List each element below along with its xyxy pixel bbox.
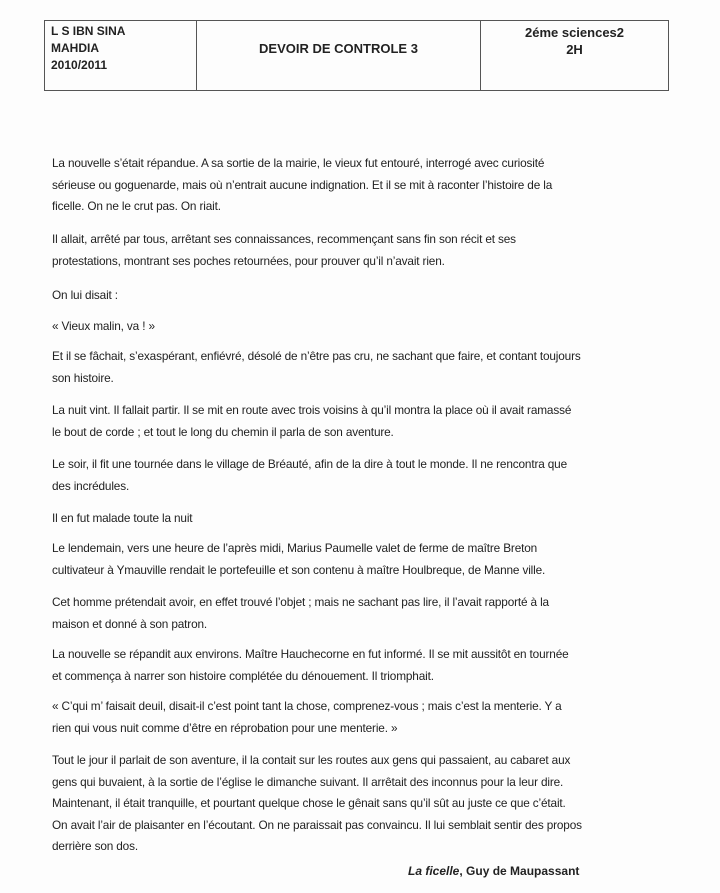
paragraph [52, 229, 516, 272]
paragraph [52, 400, 571, 443]
school-city: MAHDIA [51, 41, 99, 55]
text-line: et commença à narrer son histoire complétée du dénouement. Il triomphait. [52, 668, 434, 683]
text-line: La nouvelle se répandit aux environs. Maître Hauchecorne en fut informé. Il se mit aussitôt en tournée [52, 647, 569, 661]
paragraph [52, 644, 569, 687]
text-line: Maintenant, il était tranquille, et pourtant quelque chose le gênait sans qu’il sût au juste ce que c’était. [52, 796, 566, 810]
class-cell [481, 21, 668, 90]
text-line: cultivateur à Ymauville rendait le portefeuille et son contenu à maître Houlbreque, de Manne ville. [52, 562, 546, 577]
paragraph [52, 592, 549, 635]
paragraph [52, 696, 562, 739]
text-line: derrière son dos. [52, 839, 138, 853]
text-line: On lui disait : [52, 288, 118, 302]
text-line: La nouvelle s’était répandue. A sa sortie de la mairie, le vieux fut entouré, interrogé avec curiosité [52, 156, 545, 170]
text-line: protestations, montrant ses poches retournées, pour prouver qu’il n’avait rien. [52, 253, 445, 268]
text-line: La nuit vint. Il fallait partir. Il se mit en route avec trois voisins à qu’il montra la place où il avait ramassé [52, 403, 572, 417]
text-line: « Vieux malin, va ! » [52, 319, 155, 333]
text-line: sérieuse ou goguenarde, mais où n’entrait aucune indignation. Et il se mit à raconter l’histoire de la [52, 177, 553, 192]
school-year: 2010/2011 [51, 58, 108, 72]
text-line: Le soir, il fit une tournée dans le village de Bréauté, afin de la dire à tout le monde. Il ne rencontra que [52, 457, 568, 471]
text-line: maison et donné à son patron. [52, 616, 208, 631]
text-line: son histoire. [52, 370, 114, 385]
header-table [44, 20, 669, 91]
text-line: gens qui buvaient, à la sortie de l’église le dimanche suivant. Il arrêtait des inconnus pour la leur dire. [52, 774, 564, 789]
paragraph [52, 508, 192, 530]
text-line: Tout le jour il parlait de son aventure, il la contait sur les routes aux gens qui passaient, au cabaret aux [52, 753, 571, 767]
text-line: On avait l’air de plaisanter en l’écoutant. On ne paraissait pas convaincu. Il lui semblait sentir des propos [52, 817, 582, 832]
author-name: , Guy de Maupassant [459, 864, 580, 878]
text-line: des incrédules. [52, 478, 130, 493]
paragraph [52, 454, 567, 497]
signature [408, 864, 579, 878]
text-line: Le lendemain, vers une heure de l’après midi, Marius Paumelle valet de ferme de maître Breton [52, 541, 538, 555]
school-cell [45, 21, 197, 90]
exam-title: DEVOIR DE CONTROLE 3 [259, 41, 418, 56]
text-line: Il allait, arrêté par tous, arrêtant ses connaissances, recommençant sans fin son récit et ses [52, 232, 516, 246]
title-cell [197, 21, 481, 90]
text-line: Cet homme prétendait avoir, en effet trouvé l’objet ; mais ne sachant pas lire, il l’avait rapporté à la [52, 595, 549, 609]
paragraph [52, 750, 582, 858]
school-name: L S IBN SINA [51, 24, 126, 38]
exam-duration: 2H [566, 42, 583, 57]
paragraph [52, 538, 545, 581]
text-line: « C’qui m’ faisait deuil, disait-il c’est point tant la chose, comprenez-vous ; mais c’est la menterie. Y a [52, 699, 562, 713]
paragraph [52, 346, 581, 389]
text-line: Il en fut malade toute la nuit [52, 511, 193, 525]
paragraph [52, 153, 552, 218]
text-line: le bout de corde ; et tout le long du chemin il parla de son aventure. [52, 424, 394, 439]
text-line: Et il se fâchait, s’exaspérant, enfiévré, désolé de n’être pas cru, ne sachant que faire, et contant toujours [52, 349, 581, 363]
text-line: rien qui vous nuit comme d’être en réprobation pour une menterie. » [52, 720, 398, 735]
work-title: La ficelle [408, 864, 460, 878]
text-line: ficelle. On ne le crut pas. On riait. [52, 199, 221, 213]
paragraph [52, 285, 118, 307]
paragraph [52, 316, 155, 338]
class-name: 2éme sciences2 [524, 25, 625, 40]
